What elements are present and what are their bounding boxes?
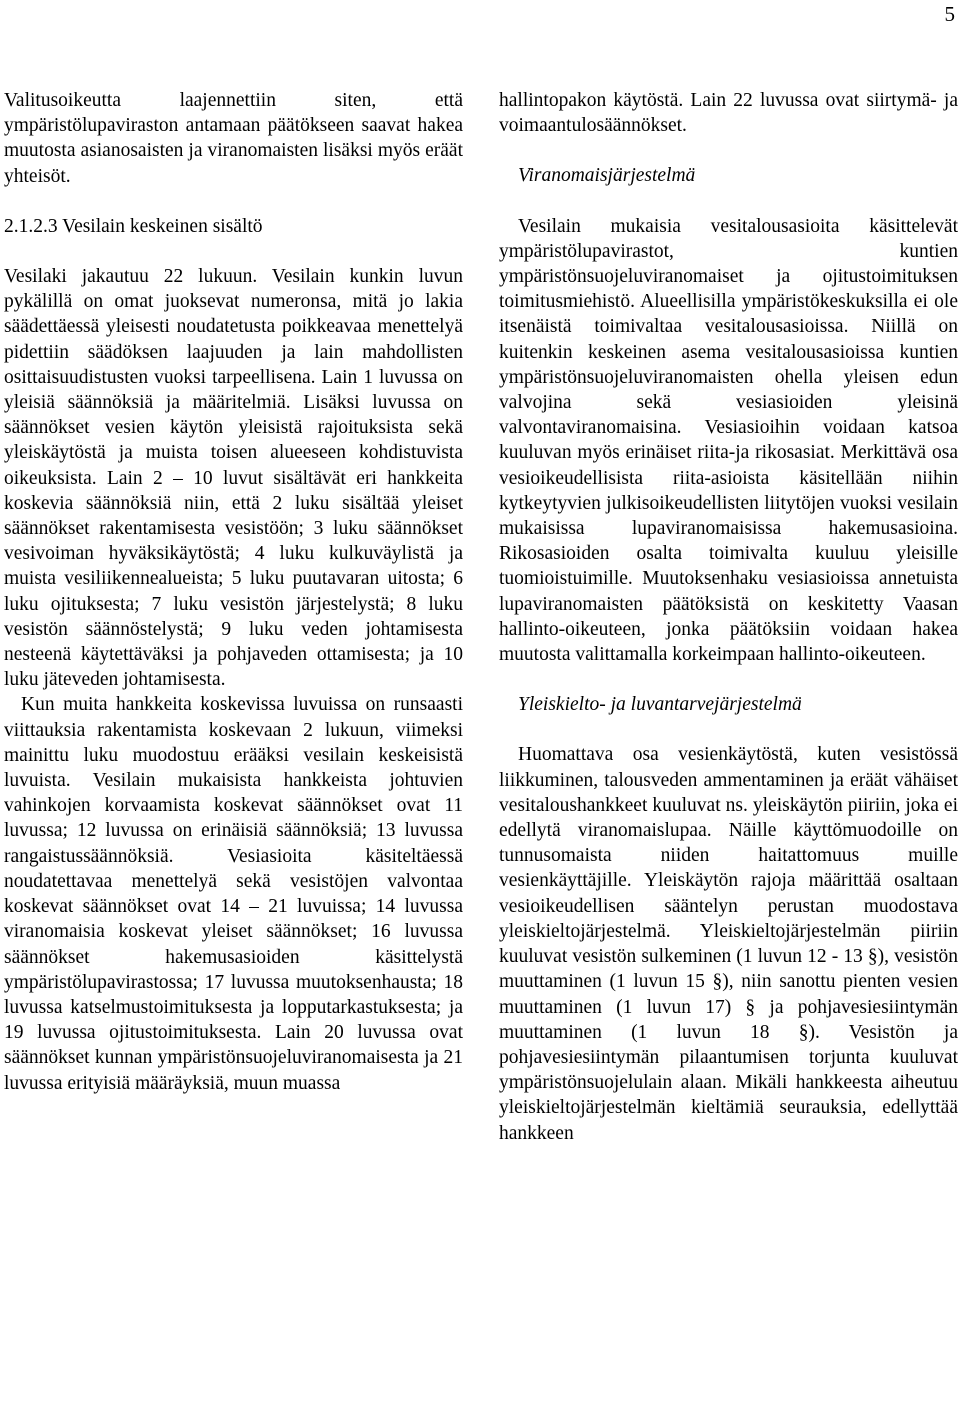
prohibition-paragraph: Huomattava osa vesienkäytöstä, kuten vesistössä liikkuminen, talousveden ammentaminen ja eräät vähäiset vesitaloushankkeet kuuluvat ns. yleiskäytön piiriin, joka ei edellytä viranomaislupaa. Näille käyttömuodoille on tunnusomaista niiden haitattomuus muille vesienkäyttäjille. Yleiskäytön rajoja määrittää osaltaan vesioikeudellisen sääntelyn perustan muodostava yleiskieltojärjestelmä. Yleiskieltojärjestelmän piiriin kuuluvat vesistön sulkeminen (1 luvun 12 - 13 §), vesistön muuttaminen (1 luvun 15 §), niin sanottu pienten vesien muuttaminen (1 luvun 17) § ja pohjavesiesiintymän muuttaminen (1 luvun 18 §). Vesistön ja pohjavesiesiintymän pilaantumisen torjunta kuuluvat ympäristönsuojelulain alaan. Mikäli hankkeesta aiheutuu yleiskieltojärjestelmän kieltämiä seurauksia, edellyttää hankkeen [499,744,958,1144]
intro-paragraph: Valitusoikeutta laajennettiin siten, että ympäristölupaviraston antamaan päätökseen saavat hakea muutosta asianosaisten ja viranomaisten lisäksi myös eräät yhteisöt. [4,90,463,187]
page-number: 5 [944,2,955,26]
right-column [499,88,958,1146]
structure-paragraph: Vesilaki jakautuu 22 lukuun. Vesilain kunkin luvun pykälillä on omat juoksevat numeronsa, mitä jo lakia säädettäessä yleisesti noudatetusta poikkeavaa menettelyä pidettiin säädöksen laajuuden ja lain mahdollisten osittaisuudistusten vuoksi tarpeellisena. Lain 1 luvussa on yleisiä säännöksiä ja määritelmiä. Lisäksi luvussa on säännökset vesien käytön yleisistä rajoituksista sekä yleiskäytöstä ja muista toisen alueeseen kohdistuvista oikeuksista. Lain 2 – 10 luvut sisältävät eri hankkeita koskevia säännöksiä niin, että 2 luku sisältää yleiset säännökset rakentamisesta vesistöön; 3 luku säännökset vesivoiman hyväksikäytöstä; 4 luku kulkuväylistä ja muista vesiliikennealueista; 5 luku puutavaran uitosta; 6 luku ojituksesta; 7 luku vesistön järjestelystä; 8 luku vesistön säännöstelystä; 9 luku veden johtamisesta nesteenä käytettäväksi ja pohjaveden ottamisesta; ja 10 luku jäteveden johtamisesta. [4,266,463,691]
authorities-heading: Viranomaisjärjestelmä [518,165,696,187]
prohibition-heading: Yleiskielto- ja luvantarvejärjestelmä [518,694,802,716]
section-heading: 2.1.2.3 Vesilain keskeinen sisältö [4,215,263,237]
authorities-paragraph: Vesilain mukaisia vesitalousasioita käsittelevät ympäristölupavirastot, kuntien ympäristönsuojeluviranomaiset ja ojitustoimituksen toimitusmiehistö. Alueellisilla ympäristökeskuksilla ei ole itsenäistä toimivaltaa vesitalousasioissa. Niillä on kuitenkin keskeinen asema vesitalousasioissa kuntien ympäristönsuojeluviranomaisten ohella yleisen edun valvojina sekä vesiasioiden yleisinä valvontaviranomaisina. Vesiasioihin voidaan katsoa kuuluvan myös erinäiset riita-ja rikosasiat. Merkittävä osa vesioikeudellisista riita-asioista käsitellään niihin kytkeytyvien julkisoikeudellisten liitytöjen vuoksi vesilain mukaisissa lupaviranomaisissa hakemusasioina. Rikosasioiden osalta toimivalta kuuluu yleisille tuomioistuimille. Muutoksenhaku vesiasioissa annetuista lupaviranomaisten päätöksistä on keskitetty Vaasan hallinto-oikeuteen, jonka päätöksiin voidaan hakea muutosta valittamalla korkeimpaan hallinto-oikeuteen. [499,215,958,666]
left-column [4,88,463,1096]
references-paragraph: Kun muita hankkeita koskevissa luvuissa on runsaasti viittauksia rakentamista koskevaan 2 lukuun, viimeksi mainittu luku muodostuu erääksi vesilain keskeisistä luvuista. Vesilain mukaisista hankkeista johtuvien vahinkojen korvaamista koskevat säännökset ovat 11 luvussa; 12 luvussa on erinäisiä säännöksiä; 13 luvussa rangaistussäännöksiä. Vesiasioita käsiteltäessä noudatettavaa menettelyä sekä vesistöjen valvontaa koskevat säännökset ovat 14 – 21 luvuissa; 14 luvussa viranomaisia koskevat yleiset säännökset; 16 luvussa säännökset hakemusasioiden käsittelystä ympäristölupavirastossa; 17 luvussa muutoksenhausta; 18 luvussa katselmustoimituksesta ja lopputarkastuksesta; ja 19 luvussa ojitustoimituksesta. Lain 20 luvussa ovat säännökset kunnan ympäristönsuojeluviranomaisesta ja 21 luvussa erityisiä määräyksiä, muun muassa [4,694,463,1094]
continuation-paragraph: hallintopakon käytöstä. Lain 22 luvussa ovat siirtymä- ja voimaantulosäännökset. [499,90,958,137]
